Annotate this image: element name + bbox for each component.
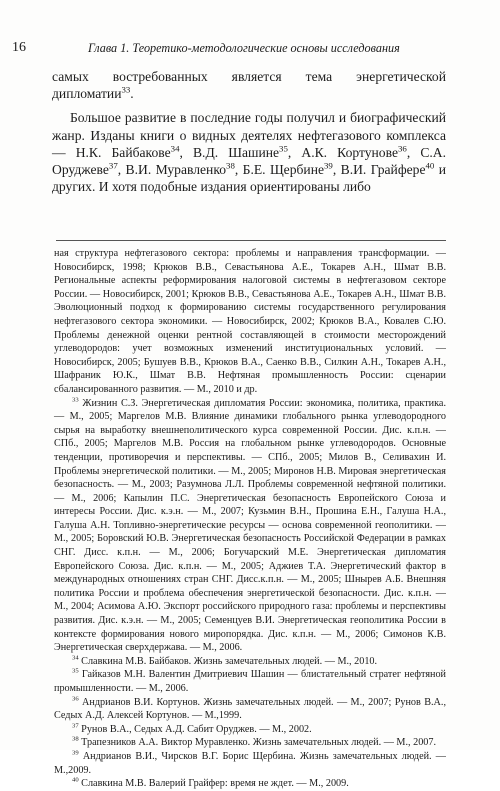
page-number: 16 (12, 40, 26, 55)
paragraph-2-text-b: , В.Д. Шашине (179, 144, 280, 160)
footnotes (54, 247, 446, 791)
footnote-mark-35: 35 (72, 668, 79, 676)
footnote-ref-35[interactable]: 35 (279, 143, 288, 154)
paragraph-2-text-h: и других. И хотя подобные издания ориентированы либо (52, 162, 446, 195)
footnote-continuation (54, 247, 446, 397)
footnote-ref-38[interactable]: 38 (226, 160, 235, 171)
footnote-40-text: Славкина М.В. Валерий Грайфер: время не ждет. — М., 2009. (78, 778, 349, 790)
footnote-37-text: Рунов В.А., Седых А.Д. Сабит Оруджев. — М., 2002. (78, 723, 312, 735)
footnote-39-text: Андрианов В.И., Чирсков В.Г. Борис Щербина. Жизнь замечательных людей. — М.,2009. (54, 750, 446, 776)
footnote-mark-39: 39 (72, 749, 79, 757)
footnote-33 (54, 397, 446, 655)
footnote-34 (54, 655, 446, 669)
paragraph-2-text-e: , В.И. Муравленко (117, 162, 227, 178)
footnote-mark-36: 36 (72, 695, 79, 703)
paragraph-1 (52, 68, 446, 102)
paragraph-2-text-c: , А.К. Кортунове (287, 144, 398, 160)
paragraph-1-text: самых востребованных является тема энергетической дипломатии (52, 69, 446, 102)
footnote-35 (54, 668, 446, 695)
footnote-40 (54, 777, 446, 791)
paragraph-2-text-g: , В.И. Грайфере (332, 162, 426, 178)
footnote-ref-33[interactable]: 33 (121, 84, 131, 95)
footnote-36-text: Андрианов В.И. Кортунов. Жизнь замечательных людей. — М., 2007; Рунов В.А., Седых А.Д. Алексей Кортунов. — М.,1999. (54, 696, 446, 722)
footnote-continuation-text: ная структура нефтегазового сектора: проблемы и направления трансформации. — Новосибирск, 1998; Крюков В.В., Севастьянова А.Е., Токарев А.Н., Шмат В.В. Региональные аспекты реформирования налоговой системы в нефтегазовом секторе России. — Новосибирск, 2001; Крюков В.В., Севастьянова А.Е., Токарев А.Н., Шмат В.В. Эволюционный подход к формированию системы государственного регулирования нефтегазового сектора экономики. — Новосибирск, 2002; Крюков В.А., Ковалев С.Ю. Проблемы денежной оценки рентной составляющей в стоимости месторождений углеводородов: учет возможных изменений институциональных условий. — Новосибирск, 2005; Бушуев В.В., Крюков В.А., Саенко В.В., Силкин А.Н., Токарев А.Н., Шафраник Ю.К., Шмат В.В. Нефтяная промышленность России: сценарии сбалансированного развития. — М., 2010 и др. (54, 248, 446, 395)
footnote-mark-33: 33 (72, 396, 79, 404)
footnote-ref-40[interactable]: 40 (425, 160, 435, 171)
footnote-mark-40: 40 (72, 776, 79, 784)
footnote-39 (54, 750, 446, 777)
footnote-35-text: Гайказов М.Н. Валентин Дмитриевич Шашин — блистательный стратег нефтяной промышленности. — М., 2006. (54, 669, 446, 694)
footnote-ref-36[interactable]: 36 (397, 143, 407, 154)
footnote-separator (56, 240, 446, 241)
footnote-mark-34: 34 (72, 654, 79, 662)
footnote-37 (54, 723, 446, 737)
footnote-34-text: Славкина М.В. Байбаков. Жизнь замечательных людей. — М., 2010. (78, 655, 378, 667)
footnote-38-text: Трапезников А.А. Виктор Муравленко. Жизнь замечательных людей. — М., 2007. (78, 737, 437, 749)
footnote-38 (54, 736, 446, 750)
footnote-ref-34[interactable]: 34 (170, 143, 180, 154)
main-text (52, 68, 446, 195)
paragraph-1-end: . (130, 86, 134, 102)
footnote-36 (54, 696, 446, 723)
paragraph-2 (52, 109, 446, 195)
footnote-mark-37: 37 (72, 722, 79, 730)
paragraph-2-text-a: Большое развитие в последние годы получил и биографический жанр. Изданы книги о видных деятелях нефтегазового комплекса — Н.К. Байбакове (52, 110, 446, 160)
footnote-ref-39[interactable]: 39 (324, 160, 333, 171)
page-header (12, 40, 440, 58)
paragraph-2-text-d: , С.А. Оруджеве (52, 144, 447, 178)
running-head: Глава 1. Теоретико-методологические основы исследования (88, 41, 400, 55)
paragraph-2-text-f: , Б.Е. Щербине (234, 162, 325, 178)
footnote-ref-37[interactable]: 37 (108, 160, 118, 171)
footnote-mark-38: 38 (72, 735, 79, 743)
footnote-33-text: Жизнин С.З. Энергетическая дипломатия России: экономика, политика, практика. — М., 2005; Маргелов М.В. Влияние динамики глобального рынка углеводородного сырья на выработку внешнеполитического курса современной России. Дис. к.п.н. — СПб., 2005; Маргелов М.В. Россия на глобальном рынке углеводородов. Основные тенденции, противоречия и перспективы. — СПб., 2005; Милов В., Селивахин И. Проблемы энергетической политики. — М., 2005; Миронов Н.В. Мировая энергетическая безопасность. — М., 2003; Разумнова Л.Л. Проблемы современной нефтяной политики. — М., 2006; Капылин П.С. Энергетическая безопасность Европейского Союза и интересы России. Дис. к.э.н. — М., 2007; Кузьмин В.Н., Прошина Е.Н., Галуша Н.А., Галуша А.Н. Топливно-энергетические ресурсы — основа современной геополитики. — М., 2005; Боровский Ю.В. Энергетическая безопасность Российской Федерации в рамках СНГ. Дисс. к.п.н. — М., 2006; Богучарский М.Е. Энергетическая дипломатия Европейского Союза. Дис. к.п.н. — М., 2005; Аджиев Т.А. Энергетический фактор в международных отношениях стран СНГ. Дисс.к.п.н. — М., 2005; Шнырев А.Б. Внешняя политика России и проблема обеспечения энергетической безопасности. Дис. к.п.н. — М., 2004; Асимова А.Ю. Экспорт российского природного газа: проблемы и перспективы развития. Дис. к.э.н. — М., 2005; Семенцуев В.И. Энергетическая геополитика России в контексте формирования нового миропорядка. Дис. к.п.н. — М., 2006; Симонов К.В. Энергетическая сверхдержава. — М., 2006. (54, 397, 446, 654)
